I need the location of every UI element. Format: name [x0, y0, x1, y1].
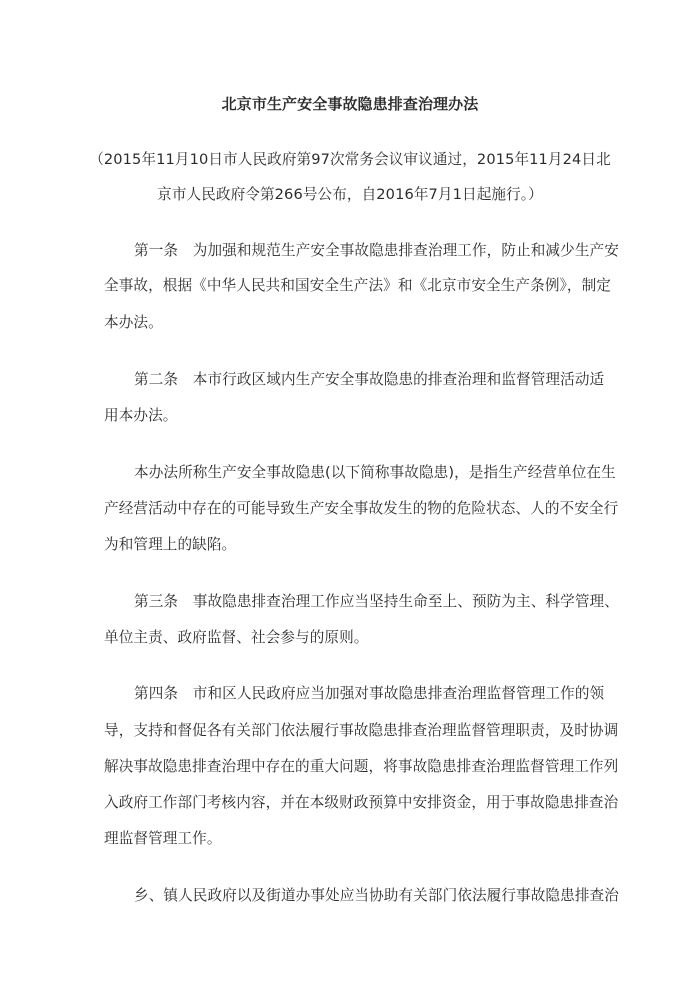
- article-4-line-2: 导，支持和督促各有关部门依法履行事故隐患排查治理监督管理职责，及时协调: [104, 722, 619, 739]
- article-1-line-1: 第一条 为加强和规范生产安全事故隐患排查治理工作，防止和减少生产安: [134, 242, 619, 259]
- article-1-line-2: 全事故，根据《中华人民共和国安全生产法》和《北京市安全生产条例》，制定: [104, 277, 611, 294]
- preamble-line-1: （2015年11月10日市人民政府第97次常务会议审议通过，2015年11月24日北: [89, 151, 611, 168]
- article-2-line-2: 用本办法。: [104, 407, 178, 424]
- article-1-line-3: 本办法。: [104, 314, 163, 331]
- definition-line-3: 为和管理上的缺陷。: [104, 536, 237, 553]
- document-title: 北京市生产安全事故隐患排查治理办法: [221, 95, 479, 113]
- article-2-line-1: 第二条 本市行政区域内生产安全事故隐患的排查治理和监督管理活动适: [134, 371, 605, 388]
- preamble-line-2: 京市人民政府令第266号公布，自2016年7月1日起施行。）: [157, 186, 543, 203]
- article-3-line-1: 第三条 事故隐患排查治理工作应当坚持生命至上、预防为主、科学管理、: [134, 593, 619, 610]
- article-4-line-4: 入政府工作部门考核内容，并在本级财政预算中安排资金，用于事故隐患排查治: [104, 794, 619, 811]
- township-line-1: 乡、镇人民政府以及街道办事处应当协助有关部门依法履行事故隐患排查治: [134, 887, 619, 904]
- article-4-line-5: 理监督管理工作。: [104, 830, 222, 847]
- article-3-line-2: 单位主责、政府监督、社会参与的原则。: [104, 629, 369, 646]
- article-4-line-3: 解决事故隐患排查治理中存在的重大问题，将事故隐患排查治理监督管理工作列: [104, 758, 619, 775]
- definition-line-1: 本办法所称生产安全事故隐患(以下简称事故隐患)，是指生产经营单位在生: [134, 464, 616, 481]
- definition-line-2: 产经营活动中存在的可能导致生产安全事故发生的物的危险状态、人的不安全行: [104, 500, 619, 517]
- article-4-line-1: 第四条 市和区人民政府应当加强对事故隐患排查治理监督管理工作的领: [134, 685, 605, 702]
